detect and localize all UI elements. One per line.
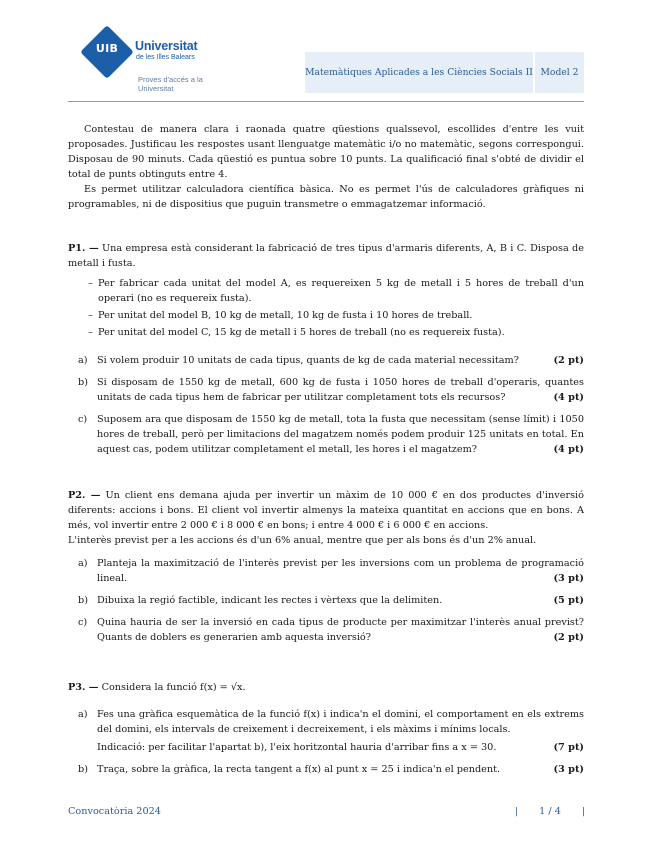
problem-2-statement — [68, 488, 584, 548]
footer-separator: | — [581, 806, 585, 817]
question-points: (4 pt) — [553, 444, 584, 455]
question-label: a) — [78, 558, 88, 569]
problem-3-statement — [68, 680, 584, 695]
page-number: 1 / 4 — [539, 806, 561, 817]
question-label: c) — [78, 414, 88, 425]
question-text: Si disposam de 1550 kg de metall, 600 kg de fusta i 1050 hores de treball d'operaris, quantes unitats de cada tipus hem de fabricar per utilitzar completament tots els recursos? — [97, 377, 584, 403]
footer-pagination — [515, 806, 585, 817]
instructions-paragraph: Es permet utilitzar calculadora científica bàsica. No es permet l'ús de calculadores gràfiques ni programables, ni de dispositius que puguin transmetre o emmagatzemar informació. — [68, 184, 584, 210]
question-item — [78, 556, 584, 586]
question-text: Fes una gràfica esquemàtica de la funció f(x) i indica'n el domini, el comportament en els extrems del domini, els intervals de creixement i decreixement, i els màxims i mínims locals. — [97, 709, 584, 735]
problem-1-bullets — [88, 276, 584, 342]
question-text: Traça, sobre la gràfica, la recta tangent a f(x) al punt x = 25 i indica'n el pendent. — [97, 764, 501, 775]
footer-separator: | — [515, 806, 519, 817]
question-label: a) — [78, 709, 88, 720]
instructions — [68, 122, 584, 212]
question-item — [78, 615, 584, 645]
logo-mark-text: UIB — [95, 42, 119, 55]
instructions-paragraph: Contestau de manera clara i raonada quatre qüestions qualssevol, escollides d'entre les vuit proposades. Justificau les respostes usant llenguatge matemàtic i/o no matemàtic, segons correspongui. Disposau de 90 minuts. Cada qüestió es puntua sobre 10 punts. La qualificació final s'obté de dividir el total de punts obtinguts entre 4. — [68, 124, 584, 180]
problem-2-questions — [78, 556, 584, 652]
list-item: – Per fabricar cada unitat del model A, es requereixen 5 kg de metall i 5 hores de treball d'un operari (no es requereix fusta). — [88, 276, 584, 306]
question-text: Planteja la maximització de l'interès previst per les inversions com un problema de programació lineal. — [97, 558, 584, 584]
problem-2-text-2: L'interès previst per a les accions és d'un 6% anual, mentre que per als bons és d'un 2% anual. — [68, 535, 537, 546]
university-logo — [88, 33, 218, 95]
problem-1-label: P1. — — [68, 243, 99, 254]
header-divider — [68, 101, 584, 102]
question-item — [78, 593, 584, 608]
question-label: a) — [78, 355, 88, 366]
question-label: b) — [78, 377, 88, 388]
question-item — [78, 375, 584, 405]
list-item: – Per unitat del model B, 10 kg de metall, 10 kg de fusta i 10 hores de treball. — [88, 308, 584, 323]
question-item — [78, 707, 584, 755]
question-points: (3 pt) — [553, 573, 584, 584]
question-text: Quina hauria de ser la inversió en cada tipus de producte per maximitzar l'interès anual previst? Quants de doblers es generarien amb aquesta inversió? — [97, 617, 584, 643]
logo-tagline: Proves d'accés a la Universitat — [138, 75, 203, 93]
model-label: Model 2 — [535, 52, 584, 93]
question-label: b) — [78, 595, 88, 606]
problem-3-text: Considera la funció f(x) = √x. — [101, 682, 246, 693]
question-item — [78, 412, 584, 457]
question-hint: Indicació: per facilitar l'apartat b), l'eix horitzontal hauria d'arribar fins a x = 30. — [97, 742, 497, 753]
footer-session: Convocatòria 2024 — [68, 806, 161, 817]
question-text: Suposem ara que disposam de 1550 kg de metall, tota la fusta que necessitam (sense límit) i 1050 hores de treball, però per limitacions del magatzem només podem produir 125 unitats en total. En aquest cas, podem utilitzar completament el metall, les hores i el magatzem? — [97, 414, 584, 455]
problem-1-text: Una empresa està considerant la fabricació de tres tipus d'armaris diferents, A, B i C. Disposa de metall i fusta. — [68, 243, 584, 269]
question-points: (4 pt) — [553, 392, 584, 403]
question-item — [78, 353, 584, 368]
logo-name: Universitat — [135, 39, 198, 53]
question-text: Dibuixa la regió factible, indicant les rectes i vèrtexs que la delimiten. — [97, 595, 443, 606]
problem-3-label: P3. — — [68, 682, 99, 693]
problem-2-label: P2. — — [68, 490, 101, 501]
list-item: – Per unitat del model C, 15 kg de metall i 5 hores de treball (no es requereix fusta). — [88, 325, 584, 340]
problem-3-questions — [78, 707, 584, 784]
question-points: (2 pt) — [553, 355, 584, 366]
question-points: (2 pt) — [553, 632, 584, 643]
logo-subtitle: de les Illes Balears — [136, 54, 195, 61]
question-points: (5 pt) — [553, 595, 584, 606]
problem-2-text: Un client ens demana ajuda per invertir un màxim de 10 000 € en dos productes d'inversió diferents: accions i bons. El client vol invertir almenys la mateixa quantitat en accions que en bons. A més, vol invertir entre 2 000 € i 8 000 € en bons; i entre 4 000 € i 6 000 € en accions. — [68, 490, 584, 531]
question-points: (7 pt) — [553, 742, 584, 753]
question-points: (3 pt) — [553, 764, 584, 775]
question-label: b) — [78, 764, 88, 775]
question-label: c) — [78, 617, 88, 628]
problem-1-statement — [68, 241, 584, 271]
question-text: Si volem produir 10 unitats de cada tipus, quants de kg de cada material necessitam? — [97, 355, 519, 366]
question-item — [78, 762, 584, 777]
problem-1-questions — [78, 353, 584, 464]
course-title: Matemàtiques Aplicades a les Ciències Socials II — [305, 52, 533, 93]
